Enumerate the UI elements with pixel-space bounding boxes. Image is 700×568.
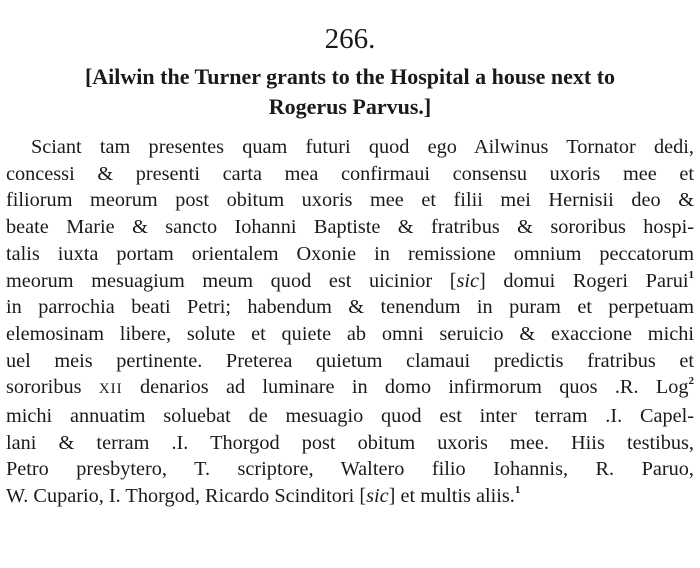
text-segment: sororibus	[6, 376, 82, 399]
text-segment: ] domui Rogeri Parui	[479, 269, 689, 292]
document-number: 266.	[324, 23, 376, 55]
footnote-marker: 2	[688, 375, 694, 388]
footnote-marker: 1	[514, 484, 521, 497]
text-line: uel meis pertinente. Preterea quietum clamaui predictis fratribus et	[6, 349, 694, 372]
roman-numeral: XII	[98, 381, 123, 398]
footnote-marker: 1	[688, 268, 694, 281]
text-segment: denarios ad luminare in domo infirmorum quos .R. Log	[139, 376, 689, 399]
text-line: Sciant tam presentes quam futuri quod ego Ailwinus Tornator dedi,	[31, 136, 694, 158]
text-segment: W. Cupario, I. Thorgod, Ricardo Scinditori [	[6, 485, 367, 508]
charter-text	[6, 134, 694, 510]
sic-note: sic	[366, 485, 389, 508]
document-title	[0, 62, 700, 122]
sic-note: sic	[456, 269, 480, 292]
text-line: talis iuxta portam orientalem Oxonie in remissione omnium peccatorum	[6, 242, 694, 265]
text-line: michi annuatim soluebat de mesuagio quod est inter terram .I. Capel-	[6, 405, 694, 428]
text-line	[6, 268, 694, 295]
title-line-2: Rogerus Parvus.]	[268, 94, 432, 119]
text-line: beate Marie & sancto Iohanni Baptiste & fratribus & sororibus hospi-	[6, 216, 694, 239]
text-line: concessi & presenti carta mea confirmaui consensu uxoris mee et	[6, 162, 694, 185]
text-line	[6, 483, 694, 510]
text-line: Petro presbytero, T. scriptore, Waltero filio Iohannis, R. Paruo,	[6, 458, 694, 481]
text-segment: ] et multis aliis.	[388, 485, 515, 508]
text-line: lani & terram .I. Thorgod post obitum uxoris mee. Hiis testibus,	[6, 431, 694, 454]
text-line	[6, 374, 694, 403]
text-line: in parrochia beati Petri; habendum & tenendum in puram et perpetuam	[6, 296, 694, 319]
title-line-1: [Ailwin the Turner grants to the Hospital a house next to	[84, 64, 616, 89]
text-line: filiorum meorum post obitum uxoris mee et filii mei Hernisii deo &	[6, 189, 694, 212]
text-segment: meorum mesuagium meum quod est uicinior [	[6, 269, 457, 292]
text-line: elemosinam libere, solute et quiete ab omni seruicio & exaccione michi	[6, 322, 694, 345]
